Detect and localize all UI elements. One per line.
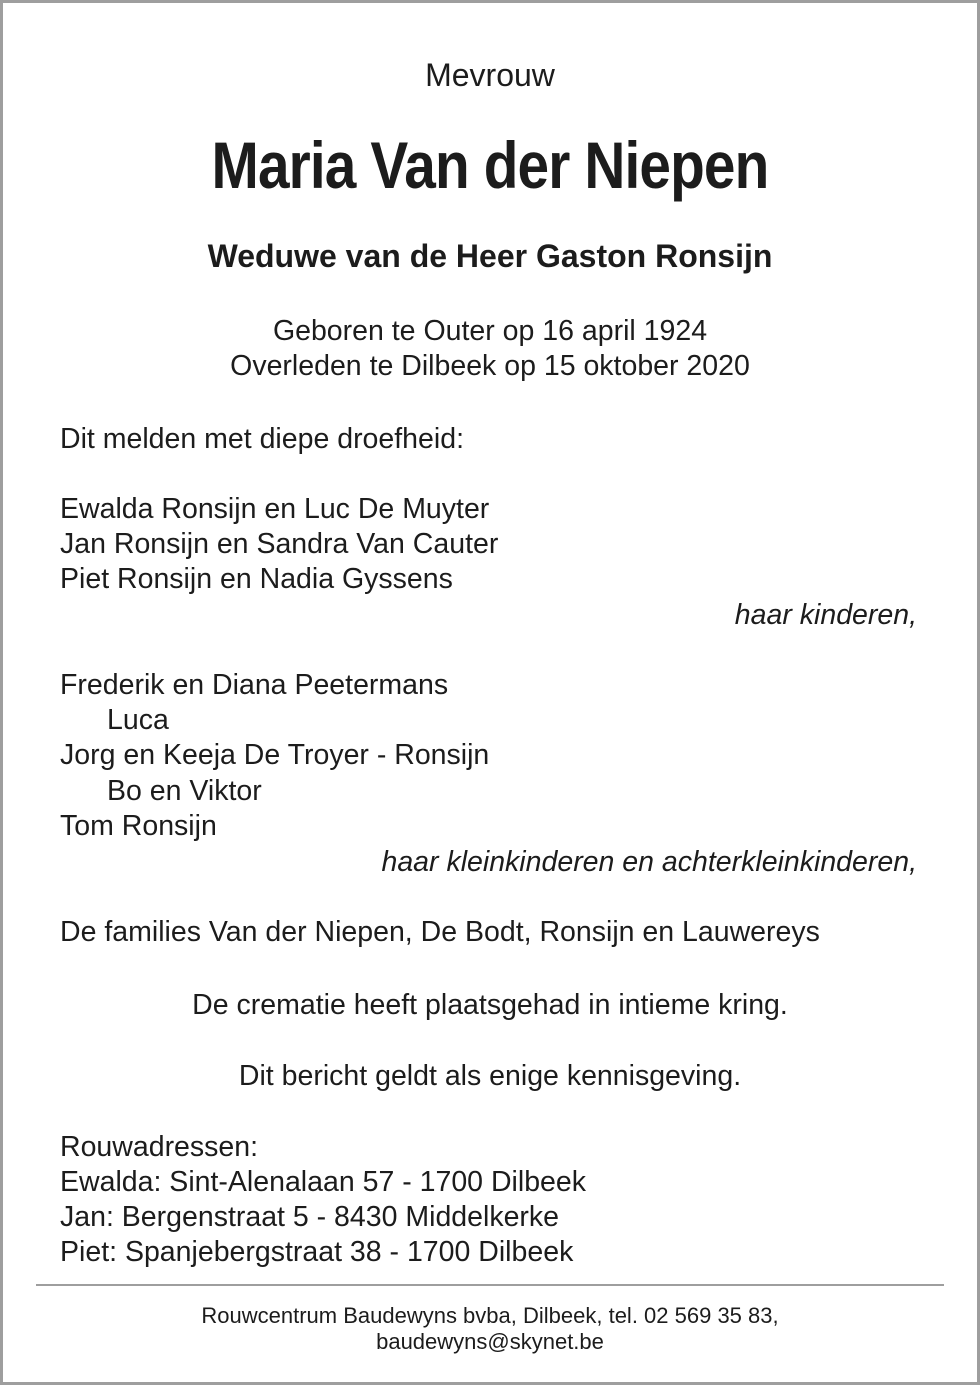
intro-text: Dit melden met diepe droefheid: [60, 423, 464, 455]
salutation: Mevrouw [425, 57, 555, 93]
deceased-name: Maria Van der Niepen [211, 128, 769, 202]
families-line: De families Van der Niepen, De Bodt, Ronsijn en Lauwereys [60, 916, 820, 948]
notice-line: Dit bericht geldt als enige kennisgeving. [238, 1060, 742, 1092]
birth-line: Geboren te Outer op 16 april 1924 [272, 315, 708, 347]
footer-divider [36, 1284, 944, 1286]
funeral-home-email: baudewyns@skynet.be [376, 1329, 604, 1354]
grandchildren-label: haar kleinkinderen en achterkleinkinderen, [381, 846, 917, 878]
addresses-heading: Rouwadressen: [60, 1131, 259, 1163]
address-line: Piet: Spanjebergstraat 38 - 1700 Dilbeek [60, 1236, 574, 1268]
address-line: Ewalda: Sint-Alenalaan 57 - 1700 Dilbeek [60, 1166, 586, 1198]
funeral-home-line: Rouwcentrum Baudewyns bvba, Dilbeek, tel. 02 569 35 83, [201, 1303, 779, 1328]
great-grandchild-entry: Bo en Viktor [107, 775, 262, 807]
address-line: Jan: Bergenstraat 5 - 8430 Middelkerke [60, 1201, 560, 1233]
cremation-line: De crematie heeft plaatsgehad in intieme kring. [192, 989, 788, 1021]
child-entry: Piet Ronsijn en Nadia Gyssens [60, 563, 453, 595]
widow-of: Weduwe van de Heer Gaston Ronsijn [207, 238, 773, 274]
child-entry: Jan Ronsijn en Sandra Van Cauter [60, 528, 499, 560]
children-label: haar kinderen, [734, 599, 917, 631]
grandchild-entry: Tom Ronsijn [60, 810, 217, 842]
grandchild-entry: Frederik en Diana Peetermans [60, 669, 449, 701]
death-line: Overleden te Dilbeek op 15 oktober 2020 [230, 350, 750, 382]
child-entry: Ewalda Ronsijn en Luc De Muyter [60, 493, 490, 525]
grandchild-entry: Jorg en Keeja De Troyer - Ronsijn [60, 739, 490, 771]
great-grandchild-entry: Luca [107, 704, 169, 736]
